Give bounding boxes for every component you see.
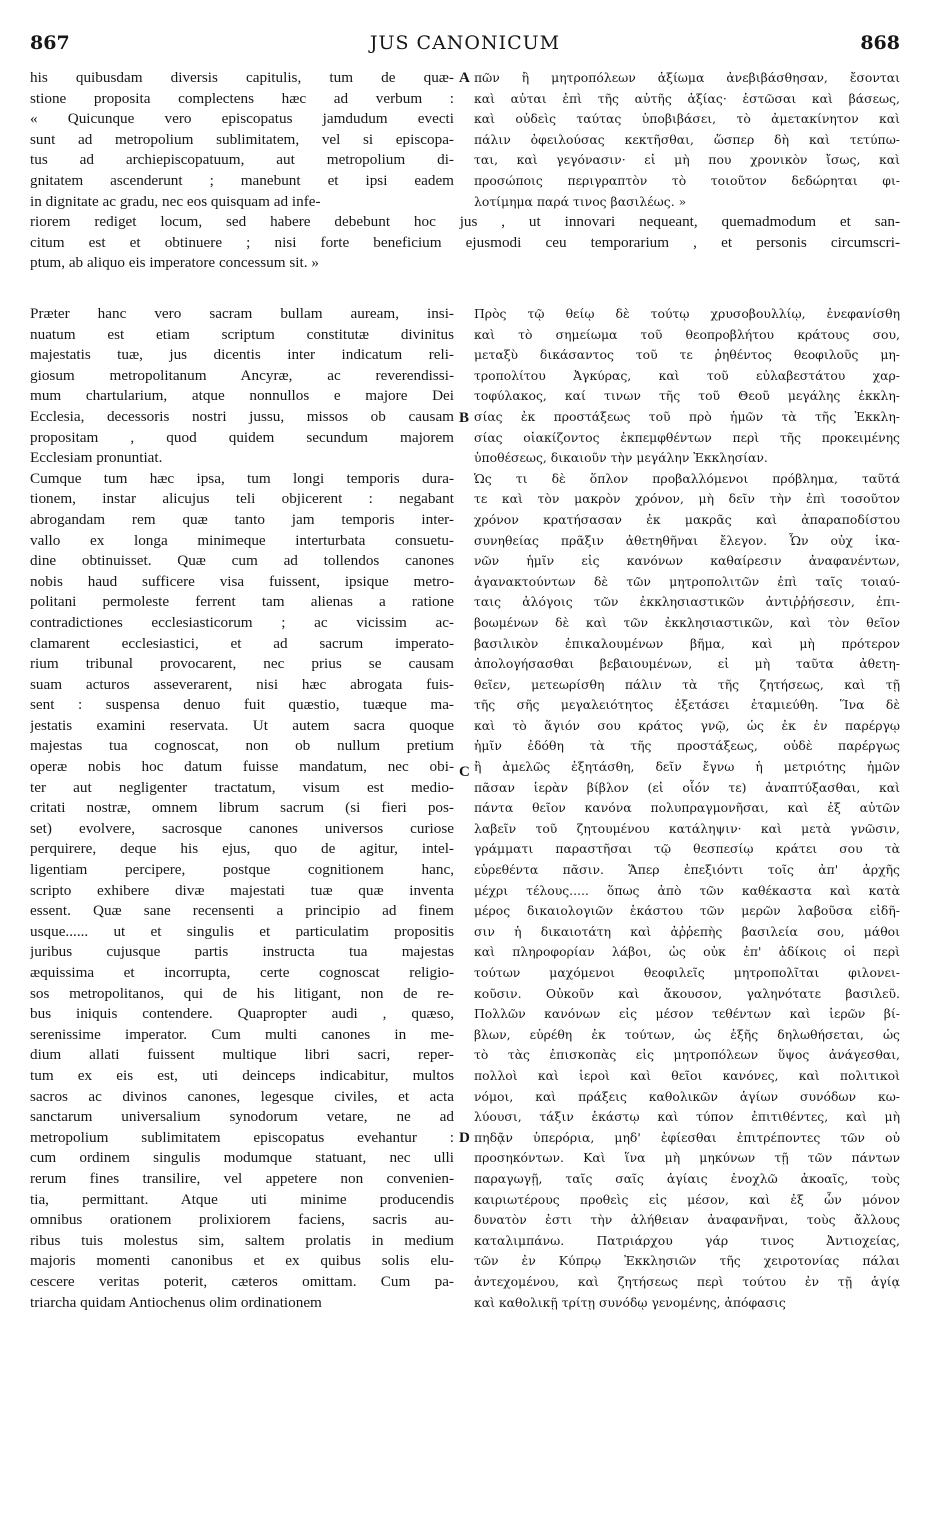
text-line: dium allati fuissent multique libri sacri, reper- [30, 1046, 454, 1064]
text-line: τῆς σῆς μεγαλειότητος ἐξετάσει ἐταμιεύθη. Ἵνα δὲ [474, 697, 900, 713]
text-line: gnitatem ascenderunt ; manebunt et ipsi eadem [30, 171, 454, 189]
text-line: Πολλῶν κανόνων εἰς μέσον τεθέντων καὶ ἱερῶν βί- [474, 1006, 900, 1022]
text-line: his quibusdam diversis capitulis, tum de quæ- [30, 69, 454, 86]
text-line: sent : suspensa denuo fuit quæstio, tuæque ma- [30, 696, 454, 714]
text-line: perquirere, deque his ejus, quo de agitur, intel- [30, 840, 454, 858]
text-line: πηδᾷν ὑπερόρια, μηδ' ἐφίεσθαι ἐπιτρέποντες τῶν οὐ [474, 1129, 900, 1145]
text-line: εὑρεθέντα πᾶσιν. Ἅπερ ἐπεξιόντι τοῖς ἀπ' ἀρχῆς [474, 862, 900, 878]
page-number-left: 867 [30, 32, 70, 54]
text-line: παραγωγῇ, ταῖς σαῖς ἁγίαις ἐνοχλῶ ἀκοαῖς, τοὺς [474, 1170, 900, 1186]
greek-column-main [474, 304, 900, 1313]
text-line: καιριωτέρους προθεὶς εἰς μέσον, καὶ ἐξ ὧν μόνον [474, 1191, 900, 1207]
text-line: ribus tuis molestus sim, saltem prolatis in medium [30, 1231, 454, 1249]
text-line: σίας οἰακίζοντος ἐκπεμφθέντων περὶ τῆς προκειμένης [474, 429, 900, 445]
text-line: dine obtinuisset. Quæ cum ad tollendos canones [30, 552, 454, 570]
text-line: καὶ πληροφορίαν λάβοι, ὡς οὐκ ἐπ' ἀδίκοις οἱ περὶ [474, 944, 900, 960]
text-line: cum ordinem singulis modumque statuant, nec ulli [30, 1149, 454, 1167]
text-line: πάλιν ὀφειλούσας κεκτῆσθαι, ὥσπερ δὴ καὶ τετύπω- [474, 131, 900, 147]
text-line: majoris momenti canonibus et ex quibus solis elu- [30, 1252, 454, 1270]
text-line: συνηθείας πρᾶξιν ἀθετηθῆναι ἔλεγον. Ὧν οὐχ ἱκα- [474, 532, 900, 548]
text-line: Πρὸς τῷ θείῳ δὲ τούτῳ χρυσοβουλλίῳ, ἐνεφανίσθη [474, 306, 900, 321]
text-line: μέχρι τέλους..... ὅπως ἀπὸ τῶν καθέκαστα καὶ κατὰ [474, 882, 900, 898]
text-line: πῶν ἢ μητροπόλεων ἀξίωμα ἀνεβιβάσθησαν, ἔσονται [474, 70, 900, 85]
text-line: νόμοι, καὶ πράξεις καθολικῶν ἁγίων συνόδων κω- [474, 1088, 900, 1104]
text-line: sunt ad metropolium sublimitatem, vel si episcopa- [30, 130, 454, 148]
text-line: operæ nobis hoc datum fuisse mandatum, nec obi- [30, 758, 454, 776]
text-line: τε καὶ τὸν μακρὸν χρόνον, μὴ δεῖν τὴν ἐπὶ τοσοῦτον [474, 491, 900, 507]
text-line: set) evolvere, sacrosque canones universos curiose [30, 819, 454, 837]
text-line: sacros ac divinos canones, legesque civiles, et acta [30, 1087, 454, 1105]
margin-marker-b: B [459, 410, 470, 426]
text-line: jestatis examini reservata. Ut autem sacra quoque [30, 716, 454, 734]
text-line: μέρος δικαιολογιῶν ἑκάστου τῶν μερῶν λαβοῦσα εἰδῆ- [474, 903, 900, 919]
text-line: Ecclesiam pronuntiat. [30, 449, 163, 467]
text-line: χρόνον κρατήσασαν ἐκ μακρᾶς καὶ ἀπαραποδίστου [474, 511, 900, 527]
text-line: ter aut negligenter tractatum, visum est medio- [30, 778, 454, 796]
text-line: tus ad archiepiscopatuum, aut metropolium di- [30, 151, 454, 169]
text-line: καὶ οὐδεὶς ταύτας ὑποβιβάσει, τὸ ἀμετακίνητον καὶ [474, 111, 900, 127]
text-line: triarcha quidam Antiochenus olim ordinationem [30, 1293, 322, 1311]
text-line: νῶν ἡμῖν εἰς κανόνων καθαίρεσιν ἀναφανέντων, [474, 553, 900, 569]
text-line: καὶ αὐται ἐπὶ τῆς αὐτῆς ἀξίας· ἑστῶσαι καὶ βάσεως, [474, 90, 900, 106]
text-line: ligentiam percipere, postque cognitionem hanc, [30, 861, 454, 879]
running-title: JUS CANONICUM [369, 32, 561, 54]
text-line: τοφύλακος, καί τινων τῆς τοῦ Θεοῦ μεγάλης ἐκκλη- [474, 388, 900, 404]
greek-column-top [474, 68, 900, 212]
text-line: ἀπολογήσασθαι βεβαιουμένων, εἰ μὴ ταῦτα ἀθετη- [474, 656, 900, 672]
text-line: stione proposita complectens hæc ad verbum : [30, 89, 454, 107]
text-line: θεῖεν, μετεωρίσθη πάλιν τὰ τῆς ζητήσεως, καὶ τῇ [474, 676, 900, 692]
text-line: sanctarum universalium synodorum vetare, ne ad [30, 1108, 454, 1126]
margin-marker-c: C [459, 764, 470, 780]
text-line: γράμματι παραστῆσαι τῷ θεσπεσίῳ κράτει σου τὰ [474, 841, 900, 857]
text-line: ἀγανακτούντων δὲ τῶν μητροπολιτῶν ἐπὶ ταῖς τοιαύ- [474, 573, 900, 589]
text-line: ptum, ab aliquo eis imperatore concessum sit. » [30, 254, 319, 272]
text-line: vallo ex longa minimeque interturbata consuetu- [30, 531, 454, 549]
margin-marker-a: A [459, 70, 470, 86]
text-line: usque...... ut et singulis et particulatim propositis [30, 922, 454, 940]
text-line: politani permoleste ferrent tam alienas a ratione [30, 593, 454, 611]
text-line: δυνατὸν ἐστι τὴν ἀλήθειαν ἀναφανῆναι, τοὺς ἄλλους [474, 1212, 900, 1228]
text-line: nobis haud sufficere visa fuissent, ipsique metro- [30, 572, 454, 590]
text-line: tionem, instar alicujus teli objicerent : negabant [30, 490, 454, 508]
text-line: καταλιμπάνω. Πατριάρχου γάρ τινος Ἀντιοχείας, [474, 1232, 900, 1248]
text-line: καὶ τὸ σημείωμα τοῦ θεοπροβλήτου κράτους σου, [474, 326, 900, 342]
text-line: τὸ τὰς ἐπισκοπὰς εἰς μητροπόλεων ὕψος ἀνάγεσθαι, [474, 1047, 900, 1063]
text-line: metropolium sublimitatem episcopatus evehantur : [30, 1128, 454, 1146]
text-line: τῶν ἐν Κύπρῳ Ἐκκλησιῶν τῆς χειροτονίας πάλαι [474, 1253, 900, 1269]
text-line: Præter hanc vero sacram bullam auream, insi- [30, 305, 454, 322]
text-line: scripto exhibere divæ majestati tuæ quæ inventa [30, 881, 454, 899]
text-line: propositam , quod quidem secundum majorem [30, 428, 454, 446]
text-line: riorem rediget locum, sed habere debebunt hoc jus , ut innovari nequeant, quemadmodum et san- [30, 213, 900, 230]
latin-fullwidth-text [30, 212, 900, 274]
text-line: προσώποις περιγραπτὸν τὸ τοιοῦτον δεδώρηται φι- [474, 172, 900, 188]
text-line: ὑποθέσεως, δικαιοῦν τὴν μεγάλην Ἐκκλησίαν. [474, 450, 768, 466]
text-line: « Quicunque vero episcopatus jamdudum evecti [30, 110, 454, 128]
text-line: πᾶσαν ἱερὰν βίβλον (εἰ οἷόν τε) ἀναπτύξασθαι, καὶ [474, 779, 900, 795]
text-line: τούτων μαχόμενοι θεοφιλεῖς μητροπολῖται φιλονει- [474, 965, 900, 980]
text-line: nuatum est etiam scriptum constitutæ divinitus [30, 325, 454, 343]
text-line: majestatis tuæ, jus dicentis inter indicatum reli- [30, 346, 454, 364]
text-line: βοωμένων δὲ καὶ τῶν ἐκκλησιαστικῶν, καὶ τὸν θεῖον [474, 614, 900, 630]
text-line: æquissima et incorrupta, certe cognoscat religio- [30, 964, 454, 981]
text-line: citum est et obtinuere ; nisi forte beneficium ejusmodi ceu temporarium , et personis circumscri- [30, 233, 900, 251]
text-line: tia, permittant. Atque uti minime producendis [30, 1190, 454, 1208]
page-number-right: 868 [860, 32, 900, 54]
text-line: ται, καὶ γεγόνασιν· εἰ μὴ που χρονικὸν ἴσως, καὶ [474, 152, 900, 168]
text-line: in dignitate ac gradu, nec eos quisquam ad infe- [30, 192, 321, 210]
text-line: bus iniquis contendere. Quapropter audi , quæso, [30, 1005, 454, 1023]
text-line: μεταξὺ δικάσαντος τοῦ τε ῥηθέντος θεοφιλοῦς μη- [474, 347, 900, 363]
text-line: ἢ ἀμελῶς ἐξητάσθη, δεῖν ἔγνω ἡ μετριότης ἡμῶν [474, 759, 900, 775]
text-line: καὶ καθολικῇ τρίτῃ συνόδῳ γενομένης, ἀπόφασις [474, 1294, 786, 1310]
text-line: cescere veritas poterit, cæteros omittam. Cum pa- [30, 1272, 454, 1290]
text-line: serenissime imperator. Cum multi canones in me- [30, 1025, 454, 1043]
text-line: τροπολίτου Ἀγκύρας, καὶ τοῦ εὐλαβεστάτου χαρ- [474, 367, 900, 383]
text-line: λοτίμημα παρά τινος βασιλέως. » [474, 193, 687, 209]
text-line: rerum fines transilire, vel appetere non convenien- [30, 1169, 454, 1187]
text-line: contradictiones ecclesiasticorum ; ac vicissim ac- [30, 613, 454, 631]
text-line: πάντα θεῖον κανόνα πολυπραγμονῆσαι, καὶ ἐξ αὐτῶν [474, 800, 900, 816]
text-line: Ecclesia, decessoris nostri jussu, missos ob causam [30, 407, 454, 425]
text-line: λαβεῖν τοῦ ζητουμένου κατάληψιν· καὶ μετὰ γνῶσιν, [474, 820, 900, 836]
latin-column-top [30, 68, 454, 212]
text-line: σιν ἡ δικαιοτάτη καὶ ἀῤῥεπὴς βασιλεία σου, μάθοι [474, 923, 900, 939]
text-line: Cumque tum hæc ipsa, tum longi temporis dura- [30, 469, 454, 487]
text-line: ἡμῖν ἐδόθη τὰ τῆς προστάξεως, οὐδὲ παρέργως [474, 738, 900, 754]
text-line: omnibus orationem prolixiorem faciens, sacris au- [30, 1211, 454, 1229]
text-line: mum chartularium, atque nonnullos e majore Dei [30, 387, 454, 405]
text-line: critati nostræ, omnem librum sacrum (si fieri pos- [30, 799, 454, 817]
text-line: ταις ἀλόγοις τῶν ἐκκλησιαστικῶν ἀντιῤῥήσεσιν, ἐπι- [474, 594, 900, 610]
text-line: βλων, εὑρέθη ἐκ τούτων, ὡς ἑξῆς δηλωθήσεται, ὡς [474, 1026, 900, 1042]
text-line: giosum metropolitanum Ancyræ, ac reverendissi- [30, 366, 454, 384]
text-line: tum ex eis est, uti deinceps indicabitur, multos [30, 1066, 454, 1084]
text-line: juribus cujusque partis instructa tua majestas [30, 943, 454, 961]
text-line: majestas tua cognoscat, non ob nullum pretium [30, 737, 454, 755]
text-line: sos metropolitanos, qui de his litigant, non de re- [30, 984, 454, 1002]
text-line: clamarent ecclesiastici, et ad sacrum imperato- [30, 634, 454, 652]
text-line: suam acturos asseverarent, nisi hæc abrogata fuis- [30, 675, 454, 693]
text-line: λύουσι, τάξιν ἑκάστῳ καὶ τύπον ἐπιτιθέντες, καὶ μὴ [474, 1109, 900, 1125]
text-line: essent. Quæ sane recensenti a principio ad finem [30, 902, 454, 920]
latin-column-main [30, 304, 454, 1313]
text-line: ἀντεχομένου, καὶ ζητήσεως περὶ τούτου ἐν τῇ ἁγίᾳ [474, 1273, 900, 1289]
text-line: rium tribunal provocarent, nec prius se causam [30, 655, 454, 673]
text-line: κοῦσιν. Οὐκοῦν καὶ ἄκουσον, γαληνότατε βασιλεῦ. [474, 985, 900, 1001]
text-line: Ὡς τι δὲ ὅπλον προβαλλόμενοι πρόβλημα, ταῦτά [474, 470, 900, 486]
text-line: καὶ τὸ ἅγιόν σου κράτος γνῷ, ὡς ἐκ ἐν παρέργῳ [474, 717, 900, 733]
text-line: βασιλικὸν ἐπικαλουμένων βῆμα, καὶ μὴ πρότερον [474, 635, 900, 651]
margin-marker-d: D [459, 1130, 470, 1146]
text-line: abrogandam rem quæ tanto jam temporis inter- [30, 510, 454, 528]
text-line: προσηκόντων. Καὶ ἵνα μὴ μηκύνων τῇ τῶν πάντων [474, 1150, 900, 1166]
running-header [30, 32, 900, 58]
text-line: πολλοὶ καὶ ἱεροὶ καὶ θεῖοι κανόνες, καὶ πολιτικοὶ [474, 1067, 900, 1083]
text-line: σίας ἐκ προστάξεως τοῦ πρὸ ἡμῶν τὰ τῆς Ἐκκλη- [474, 408, 900, 424]
